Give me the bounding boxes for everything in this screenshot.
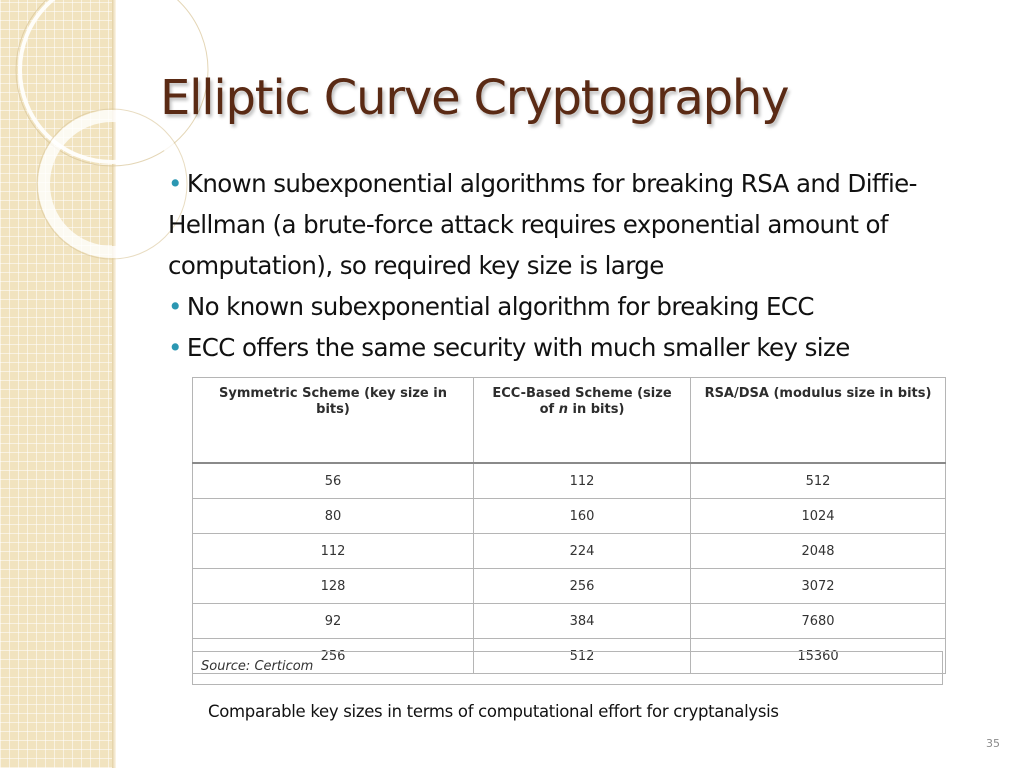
bullet-dot-icon: • [168,169,182,198]
cell-symmetric: 256 [193,639,474,674]
cell-symmetric: 56 [193,463,474,499]
table-source-note: Source: Certicom [192,651,943,685]
bullet-list [168,163,988,368]
cell-rsa: 1024 [691,499,946,534]
cell-ecc: 256 [474,569,691,604]
bullet-dot-icon: • [168,292,182,321]
cell-rsa: 512 [691,463,946,499]
cell-ecc: 224 [474,534,691,569]
table-row [193,463,946,499]
cell-rsa: 2048 [691,534,946,569]
bullet-item [168,163,988,286]
cell-symmetric: 128 [193,569,474,604]
cell-ecc: 160 [474,499,691,534]
cell-rsa: 15360 [691,639,946,674]
header-ecc-scheme: ECC-Based Scheme (size of n in bits) [474,378,691,464]
table-caption: Comparable key sizes in terms of computational effort for cryptanalysis [208,702,779,721]
header-symmetric-scheme: Symmetric Scheme (key size in bits) [193,378,474,464]
bullet-item [168,286,988,327]
bullet-text: Known subexponential algorithms for breaking RSA and Diffie-Hellman (a brute-force attack requires exponential amount of computation), so required key size is large [168,169,917,280]
bullet-text: No known subexponential algorithm for breaking ECC [186,292,814,321]
bullet-dot-icon: • [168,333,182,362]
table-row [193,604,946,639]
cell-ecc: 112 [474,463,691,499]
cell-rsa: 7680 [691,604,946,639]
table-row [193,569,946,604]
cell-rsa: 3072 [691,569,946,604]
key-size-table [192,377,946,674]
header-rsa-dsa: RSA/DSA (modulus size in bits) [691,378,946,464]
cell-ecc: 384 [474,604,691,639]
bullet-text: ECC offers the same security with much smaller key size [186,333,850,362]
cell-symmetric: 92 [193,604,474,639]
cell-ecc: 512 [474,639,691,674]
table-row [193,534,946,569]
cell-symmetric: 80 [193,499,474,534]
bullet-item [168,327,988,368]
cell-symmetric: 112 [193,534,474,569]
key-size-table-image [192,377,945,664]
table-row [193,499,946,534]
slide-number: 35 [986,737,1000,750]
table-header-row [193,378,946,464]
slide-title: Elliptic Curve Cryptography [160,70,789,126]
